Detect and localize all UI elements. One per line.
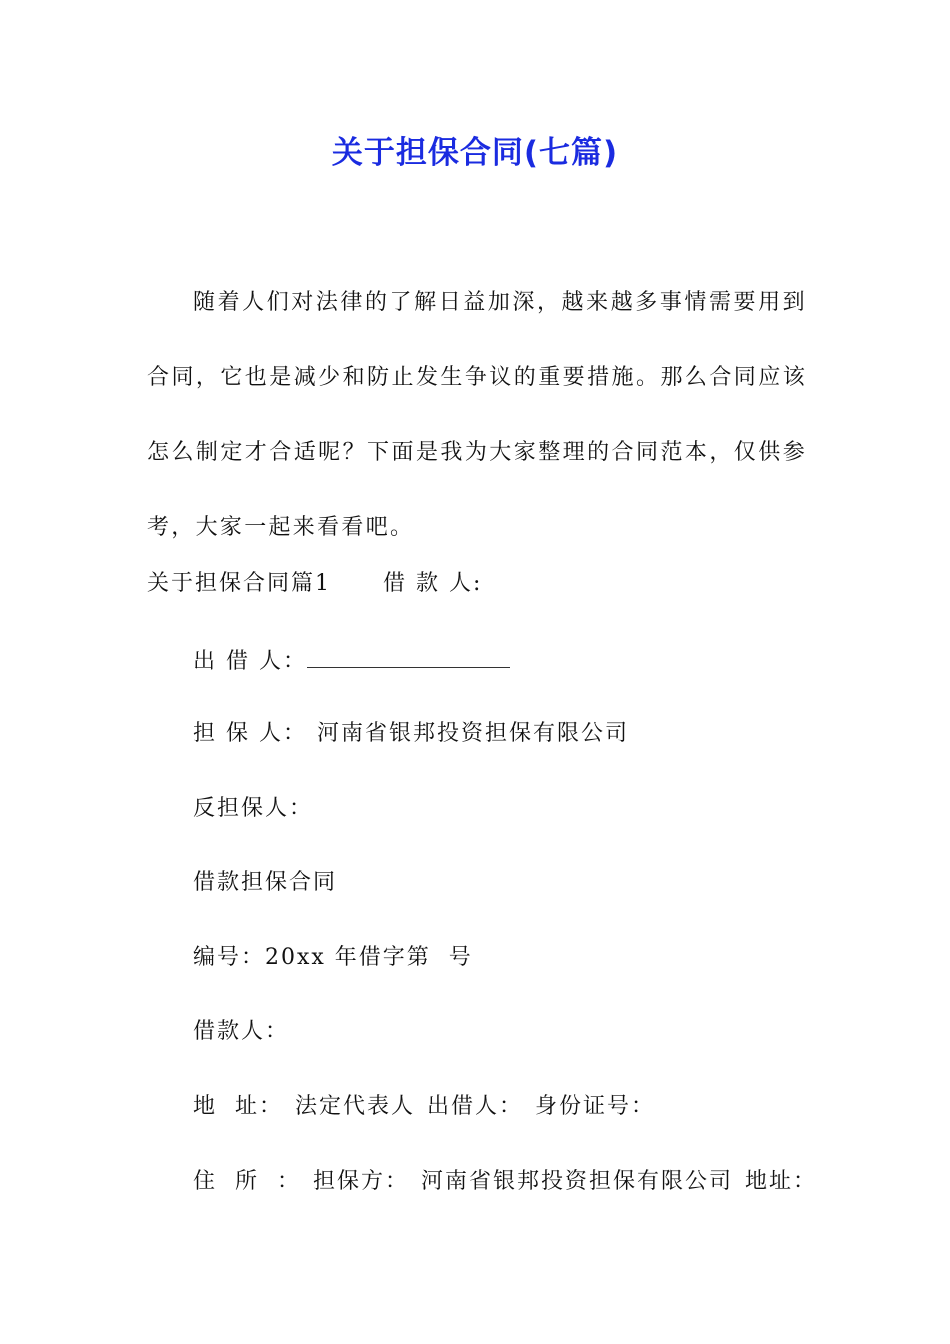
borrower-line <box>193 1014 289 1050</box>
lender-label: 出 借 人： <box>193 649 307 674</box>
guarantor-name: 河南省银邦投资担保有限公司 <box>317 721 630 746</box>
borrower-label: 借 款 人: <box>383 571 483 596</box>
lender-line <box>193 641 510 680</box>
counter-guarantor-label: 反担保人： <box>193 796 314 821</box>
intro-paragraph: 随着人们对法律的了解日益加深，越来越多事情需要用到合同，它也是减少和防止发生争议的重要措施。那么合同应该怎么制定才合适呢？下面是我为大家整理的合同范本，仅供参考，大家一起来看看吧。 <box>147 290 807 540</box>
guarantor-line <box>193 716 629 752</box>
section-heading-line <box>147 566 482 602</box>
guarantor-label: 担 保 人： <box>193 721 307 746</box>
id-number-label: 身份证号： <box>535 1094 656 1119</box>
guarantor-name-2: 河南省银邦投资担保有限公司 <box>421 1169 734 1194</box>
address-line <box>193 1089 655 1125</box>
contract-number: 编号：20xx 年借字第 号 <box>193 945 473 970</box>
legal-rep-label: 法定代表人 <box>295 1094 416 1119</box>
title-text: 关于担保合同(七篇) <box>331 135 619 171</box>
address-label: 地 址： <box>193 1094 283 1119</box>
contract-name-line <box>193 865 337 901</box>
residence-label: 住 所 ： <box>193 1169 301 1194</box>
borrower-label-2: 借款人： <box>193 1019 290 1044</box>
section-heading: 关于担保合同篇1 <box>147 571 331 596</box>
residence-line <box>193 1164 817 1200</box>
document-title <box>0 128 950 178</box>
contract-number-line <box>193 940 473 976</box>
address-label-2: 地址： <box>745 1169 818 1194</box>
lender-blank-line <box>307 641 510 668</box>
lender-label-2: 出借人： <box>427 1094 524 1119</box>
contract-name: 借款担保合同 <box>193 870 338 895</box>
counter-guarantor-line <box>193 791 313 827</box>
guarantor-party-label: 担保方： <box>312 1169 409 1194</box>
